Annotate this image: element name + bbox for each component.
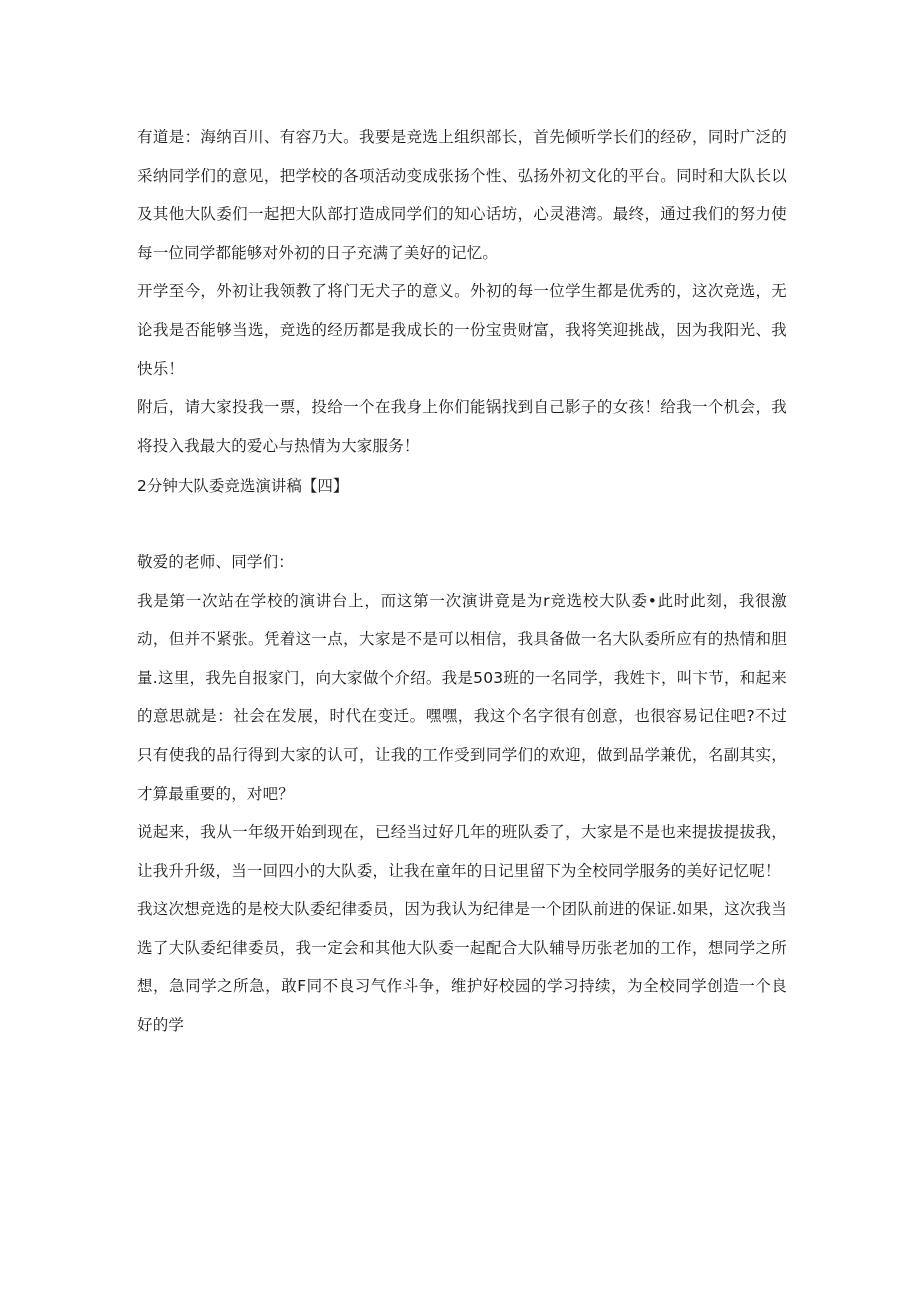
document-page xyxy=(137,118,787,1045)
paragraph-vote-request: 附后，请大家投我一票，投给一个在我身上你们能锅找到自己影子的女孩！给我一个机会，我将投入我最大的爱心与热情为大家服务！ xyxy=(137,398,787,455)
paragraph-experience: 说起来，我从一年级开始到现在，已经当过好几年的班队委了，大家是不是也来提拔提拔我，让我升升级，当一回四小的大队委，让我在童年的日记里留下为全校同学服务的美好记忆呢！ xyxy=(137,823,787,880)
paragraph-self-introduction: 我是第一次站在学校的演讲台上，而这第一次演讲竟是为r竞选校大队委•此时此刻，我很激动，但并不紧张。凭着这一点，大家是不是可以相信，我具备做一名大队委所应有的热情和胆量.这里，我先自报家门，向大家做个介绍。我是503班的一名同学，我姓卞，叫卞节，和起来的意思就是：社会在发展，时代在变迁。嘿嘿，我这个名字很有创意，也很容易记住吧?不过只有使我的品行得到大家的认可，让我的工作受到同学们的欢迎，做到品学兼优，名副其实，才算最重要的，对吧？ xyxy=(137,591,787,803)
paragraph-since-school-start: 开学至今，外初让我领教了将门无犬子的意义。外初的每一位学生都是优秀的，这次竞选，无论我是否能够当选，竞选的经历都是我成长的一份宝贵财富，我将笑迎挑战，因为我阳光、我快乐！ xyxy=(137,282,787,378)
section-heading: 2分钟大队委竞选演讲稿【四】 xyxy=(137,477,349,496)
blank-line xyxy=(137,506,787,543)
salutation: 敬爱的老师、同学们： xyxy=(137,552,295,571)
paragraph-discipline-committee: 我这次想竞选的是校大队委纪律委员，因为我认为纪律是一个团队前进的保证.如果，这次我当选了大队委纪律委员，我一定会和其他大队委一起配合大队辅导历张老加的工作，想同学之所想，急同学之所急，敢F同不良习气作斗争，维护好校园的学习持续，为全校同学创造一个良好的学 xyxy=(137,900,787,1035)
paragraph-organization-minister: 有道是：海纳百川、有容乃大。我要是竞选上组织部长，首先倾听学长们的经矽，同时广泛的采纳同学们的意见，把学校的各项活动变成张扬个性、弘扬外初文化的平台。同时和大队长以及其他大队委们一起把大队部打造成同学们的知心话坊，心灵港湾。最终，通过我们的努力使每一位同学都能够对外初的日子充满了美好的记忆。 xyxy=(137,128,787,262)
